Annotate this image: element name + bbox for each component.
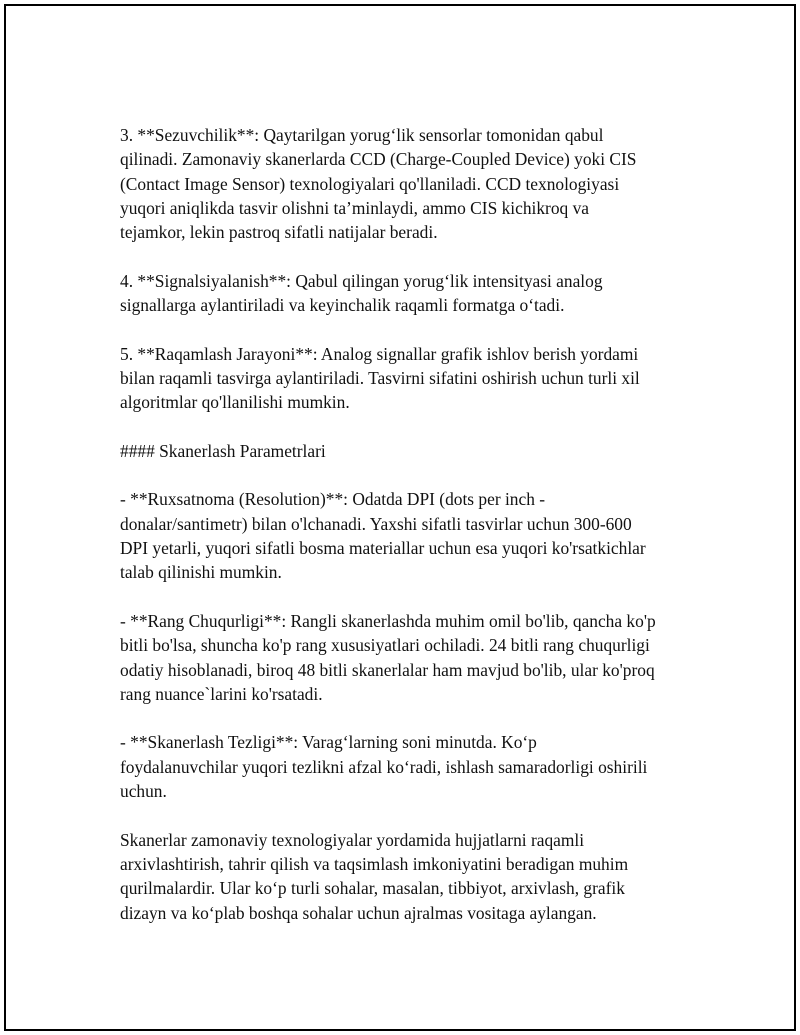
text-line: qilinadi. Zamonaviy skanerlarda CCD (Charge-Coupled Device) yoki CIS [120,149,637,170]
paragraph-signalsiyalanish [120,269,700,318]
text-line: - **Rang Chuqurligi**: Rangli skanerlashda muhim omil bo'lib, qancha ko'p [120,610,656,631]
text-line: donalar/santimetr) bilan o'lchanadi. Yaxshi sifatli tasvirlar uchun 300-600 [120,513,632,534]
text-line: arxivlashtirish, tahrir qilish va taqsimlash imkoniyatini beradigan muhim [120,853,629,874]
text-line: algoritmlar qo'llanilishi mumkin. [120,392,350,413]
text-line: tejamkor, lekin pastroq sifatli natijalar beradi. [120,222,438,243]
text-line: bitli bo'lsa, shuncha ko'p rang xususiyatlari ochiladi. 24 bitli rang chuqurligi [120,635,650,656]
list-item-skanerlash-tezligi [120,730,700,803]
section-heading-skanerlash-parametrlari [120,439,700,463]
text-line: 5. **Raqamlash Jarayoni**: Analog signallar grafik ishlov berish yordami [120,343,639,364]
text-line: - **Skanerlash Tezligi**: Varag‘larning soni minutda. Ko‘p [120,732,537,753]
heading-line: #### Skanerlash Parametrlari [120,440,326,461]
list-item-ruxsatnoma [120,487,700,584]
list-item-rang-chuqurligi [120,609,700,706]
text-line: qurilmalardir. Ular ko‘p turli sohalar, masalan, tibbiyot, arxivlash, grafik [120,878,625,899]
text-line: bilan raqamli tasvirga aylantiriladi. Tasvirni sifatini oshirish uchun turli xil [120,367,640,388]
text-line: 3. **Sezuvchilik**: Qaytarilgan yorug‘lik sensorlar tomonidan qabul [120,125,604,145]
text-line: (Contact Image Sensor) texnologiyalari qo'llaniladi. CCD texnologiyasi [120,173,620,194]
text-line: talab qilinishi mumkin. [120,562,282,583]
text-line: - **Ruxsatnoma (Resolution)**: Odatda DPI (dots per inch - [120,489,546,510]
paragraph-sezuvchilik [120,123,700,244]
text-line: uchun. [120,781,167,802]
text-line: Skanerlar zamonaviy texnologiyalar yordamida hujjatlarni raqamli [120,829,585,850]
text-line: rang nuance`larini ko'rsatadi. [120,683,323,704]
document-body [120,123,700,949]
text-line: dizayn va ko‘plab boshqa sohalar uchun ajralmas vositaga aylangan. [120,902,597,923]
text-line: signallarga aylantiriladi va keyinchalik raqamli formatga o‘tadi. [120,295,565,316]
text-line: yuqori aniqlikda tasvir olishni ta’minlaydi, ammo CIS kichikroq va [120,197,589,218]
text-line: foydalanuvchilar yuqori tezlikni afzal ko‘radi, ishlash samaradorligi oshirili [120,756,648,777]
text-line: odatiy hisoblanadi, biroq 48 bitli skanerlalar ham mavjud bo'lib, ular ko'proq [120,659,655,680]
paragraph-conclusion [120,828,700,925]
paragraph-raqamlash-jarayoni [120,342,700,415]
page-frame [4,4,796,1031]
text-line: 4. **Signalsiyalanish**: Qabul qilingan yorug‘lik intensityasi analog [120,270,603,291]
text-line: DPI yetarli, yuqori sifatli bosma materiallar uchun esa yuqori ko'rsatkichlar [120,538,646,559]
